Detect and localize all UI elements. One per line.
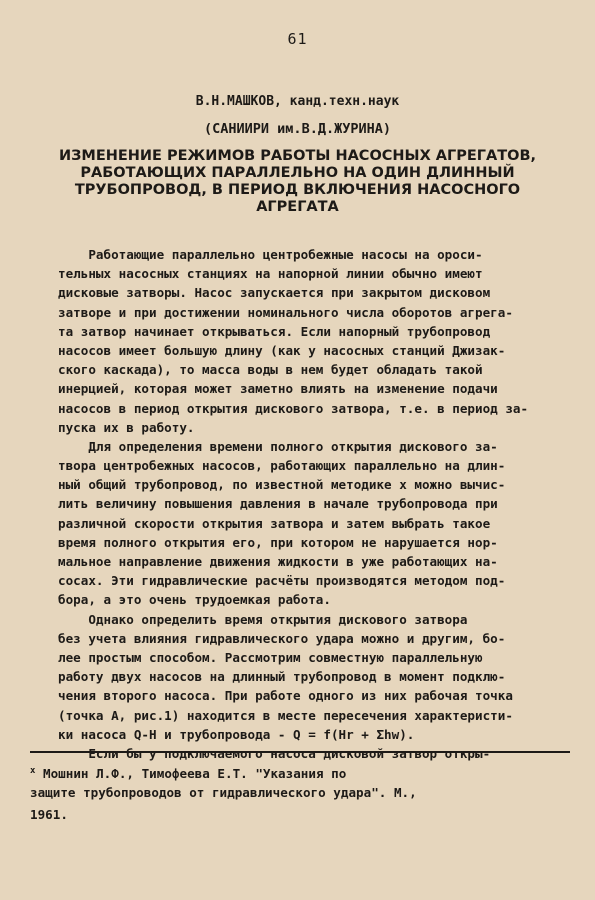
page-number: 61 [287,30,308,48]
footnote-divider [30,751,570,753]
body-line: ского каскада), то масса воды в нем будет обладать такой [58,362,483,378]
footnote [30,760,417,826]
body-line: насосов имеет большую длину (как у насосных станций Джизак- [58,342,506,358]
title-line: ТРУБОПРОВОД, В ПЕРИОД ВКЛЮЧЕНИЯ НАСОСНОГО [74,182,521,198]
footnote-line: 1961. [30,807,68,822]
footnote-line: $^x$ Мошнин Л.Ф., Тимофеева Е.Т. "Указания по [30,766,347,782]
body-line: без учета влияния гидравлического удара можно и другим, бо- [58,630,506,646]
body-line: насосов в период открытия дискового затвора, т.е. в период за- [58,400,529,416]
body-line: мальное направление движения жидкости в уже работающих на- [58,554,498,569]
body-line: лее простым способом. Рассмотрим совместную параллельную [58,649,483,665]
body-line: бора, а это очень трудоемкая работа. [58,592,331,608]
body-line: различной скорости открытия затвора и затем выбрать такое [58,515,491,531]
title-line: АГРЕГАТА [256,199,339,215]
article-title [40,148,555,216]
body-line: время полного открытия его, при котором не нарушается нор- [58,534,498,550]
body-line: работу двух насосов на длинный трубопровод в момент подклю- [58,669,506,685]
body-line: пуска их в работу. [58,419,195,435]
body-line: чения второго насоса. При работе одного из них рабочая точка [58,688,513,704]
body-line: Для определения времени полного открытия дискового за- [58,438,498,454]
organization-line: (САНИИРИ им.В.Д.ЖУРИНА) [204,121,391,137]
body-line: та затвор начинает открываться. Если напорный трубопровод [58,323,491,339]
body-line: твора центробежных насосов, работающих параллельно на длин- [58,458,506,474]
body-line: сосах. Эти гидравлические расчёты производятся методом под- [58,573,506,589]
body-line: ный общий трубопровод, по известной методике x можно вычис- [58,477,506,493]
footnote-marker: x [30,766,36,776]
body-text [58,245,528,763]
footnote-line: защите трубопроводов от гидравлического удара". М., [30,785,417,800]
body-line: затворе и при достижении номинального числа оборотов агрега- [58,304,513,320]
body-line: ки насоса Q-H и трубопровода - Q = f(Hr + Σhw). [58,726,415,742]
title-line: РАБОТАЮЩИХ ПАРАЛЛЕЛЬНО НА ОДИН ДЛИННЫЙ [80,165,515,181]
body-line: (точка А, рис.1) находится в месте пересечения характеристи- [58,707,513,723]
author-line: В.Н.МАШКОВ, канд.техн.наук [195,94,400,109]
body-line: дисковые затворы. Насос запускается при закрытом дисковом [58,285,491,301]
body-line: лить величину повышения давления в начале трубопровода при [58,496,498,512]
body-line: тельных насосных станциях на напорной линии обычно имеют [58,266,483,282]
title-line: ИЗМЕНЕНИЕ РЕЖИМОВ РАБОТЫ НАСОСНЫХ АГРЕГАТОВ, [58,148,537,164]
body-line: Если бы у подключаемого насоса дисковой затвор откры- [58,745,491,761]
body-line: инерцией, которая может заметно влиять на изменение подачи [58,381,498,397]
body-line: Однако определить время открытия дискового затвора [58,611,468,627]
body-line: Работающие параллельно центробежные насосы на ороси- [58,247,483,262]
